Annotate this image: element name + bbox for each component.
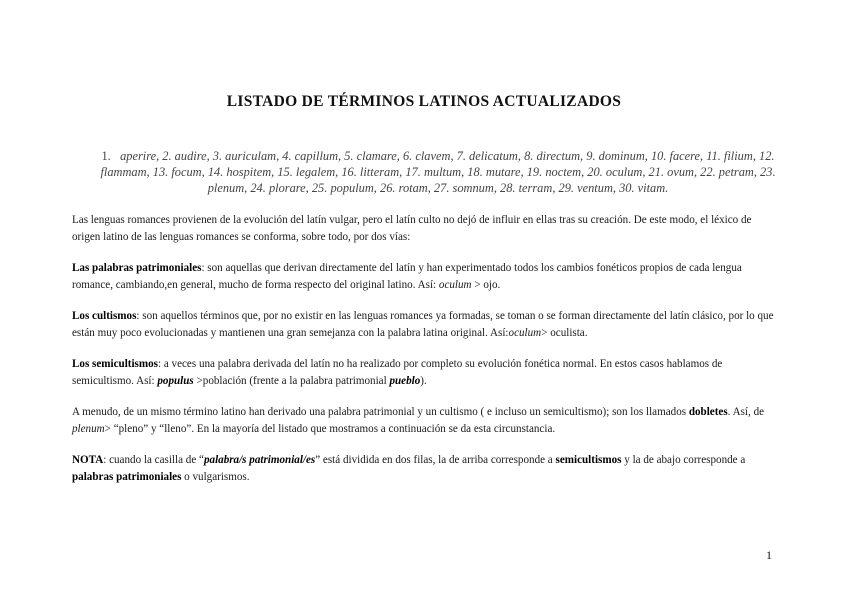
semicultismos-close: ). (420, 374, 427, 387)
patrimoniales-text: : son aquellas que derivan directamente del latín y han experimentado todos los cambios fonéticos propios de cada lengua romance, cambiando,en general, mucho de forma respecto del original latino. Así: (72, 262, 742, 291)
dobletes-paragraph (72, 404, 780, 437)
dobletes-text-after: > “pleno” y “lleno”. En la mayoría del listado que mostramos a continuación se da esta circunstancia. (104, 422, 556, 435)
page-number: 1 (766, 548, 772, 562)
patrimoniales-term: Las palabras patrimoniales (72, 262, 202, 274)
semicultismos-example2: pueblo (389, 374, 421, 387)
patrimoniales-paragraph (72, 260, 780, 293)
semicultismos-term: Los semicultismos (72, 358, 158, 370)
list-number: 1. (101, 149, 111, 163)
nota-label: NOTA (72, 454, 104, 466)
cultismos-text: : son aquellos términos que, por no existir en las lenguas romances ya formadas, se toman o se forman directamente del latín clásico, por lo que están muy poco evolucionadas y mantienen una gran semejanza con la palabra latina original. Así: (72, 310, 774, 339)
nota-em: palabra/s patrimonial/es (203, 454, 316, 466)
cultismos-term: Los cultismos (72, 310, 137, 322)
cultismos-result: > oculista. (541, 326, 588, 339)
semicultismos-result: >población (frente a la palabra patrimonial (193, 374, 390, 387)
semicultismos-text: : a veces una palabra derivada del latín no ha realizado por completo su evolución fonética normal. En estos casos hablamos de semicultismo. Así: (72, 358, 723, 387)
nota-paragraph (72, 452, 780, 485)
nota-text3: y la de abajo corresponde a (621, 454, 746, 466)
semicultismos-paragraph (72, 356, 780, 389)
latin-word-list (98, 148, 778, 196)
intro-paragraph: Las lenguas romances provienen de la evolución del latín vulgar, pero el latín culto no dejó de influir en ellas tras su creación. De este modo, el léxico de origen latino de las lenguas romances se conforma, sobre todo, por dos vías: (72, 214, 752, 243)
nota-text2: ” está dividida en dos filas, la de arriba corresponde a (315, 454, 556, 466)
dobletes-text-before: A menudo, de un mismo término latino han derivado una palabra patrimonial y un cultismo ( e incluso un semicultismo); son los llamados (72, 406, 689, 418)
nota-bold2: palabras patrimoniales (72, 470, 182, 483)
nota-bold1: semicultismos (555, 454, 622, 466)
patrimoniales-result: > ojo. (471, 278, 501, 291)
dobletes-example: plenum (72, 422, 105, 435)
page-title: LISTADO DE TÉRMINOS LATINOS ACTUALIZADOS (226, 93, 622, 110)
cultismos-paragraph (72, 308, 780, 341)
list-words: aperire, 2. audire, 3. auriculam, 4. capillum, 5. clamare, 6. clavem, 7. delicatum, 8. directum, 9. dominum, 10. facere, 11. filium, 12. flammam, 13. focum, 14. hospitem, 15. legalem, 16. litteram, 17. multum, 18. mutare, 19. noctem, 20. oculum, 21. ovum, 22. petram, 23. plenum, 24. plorare, 25. populum, 26. rotam, 27. somnum, 28. terram, 29. ventum, 30. vitam. (100, 149, 776, 195)
semicultismos-example: populus (157, 374, 194, 387)
cultismos-example: oculum (508, 326, 542, 339)
dobletes-text-mid: . Así, de (727, 406, 765, 418)
patrimoniales-example: oculum (438, 278, 472, 291)
nota-text1: : cuando la casilla de “ (103, 454, 204, 466)
nota-text4: o vulgarismos. (181, 470, 250, 483)
dobletes-term: dobletes (688, 406, 728, 418)
